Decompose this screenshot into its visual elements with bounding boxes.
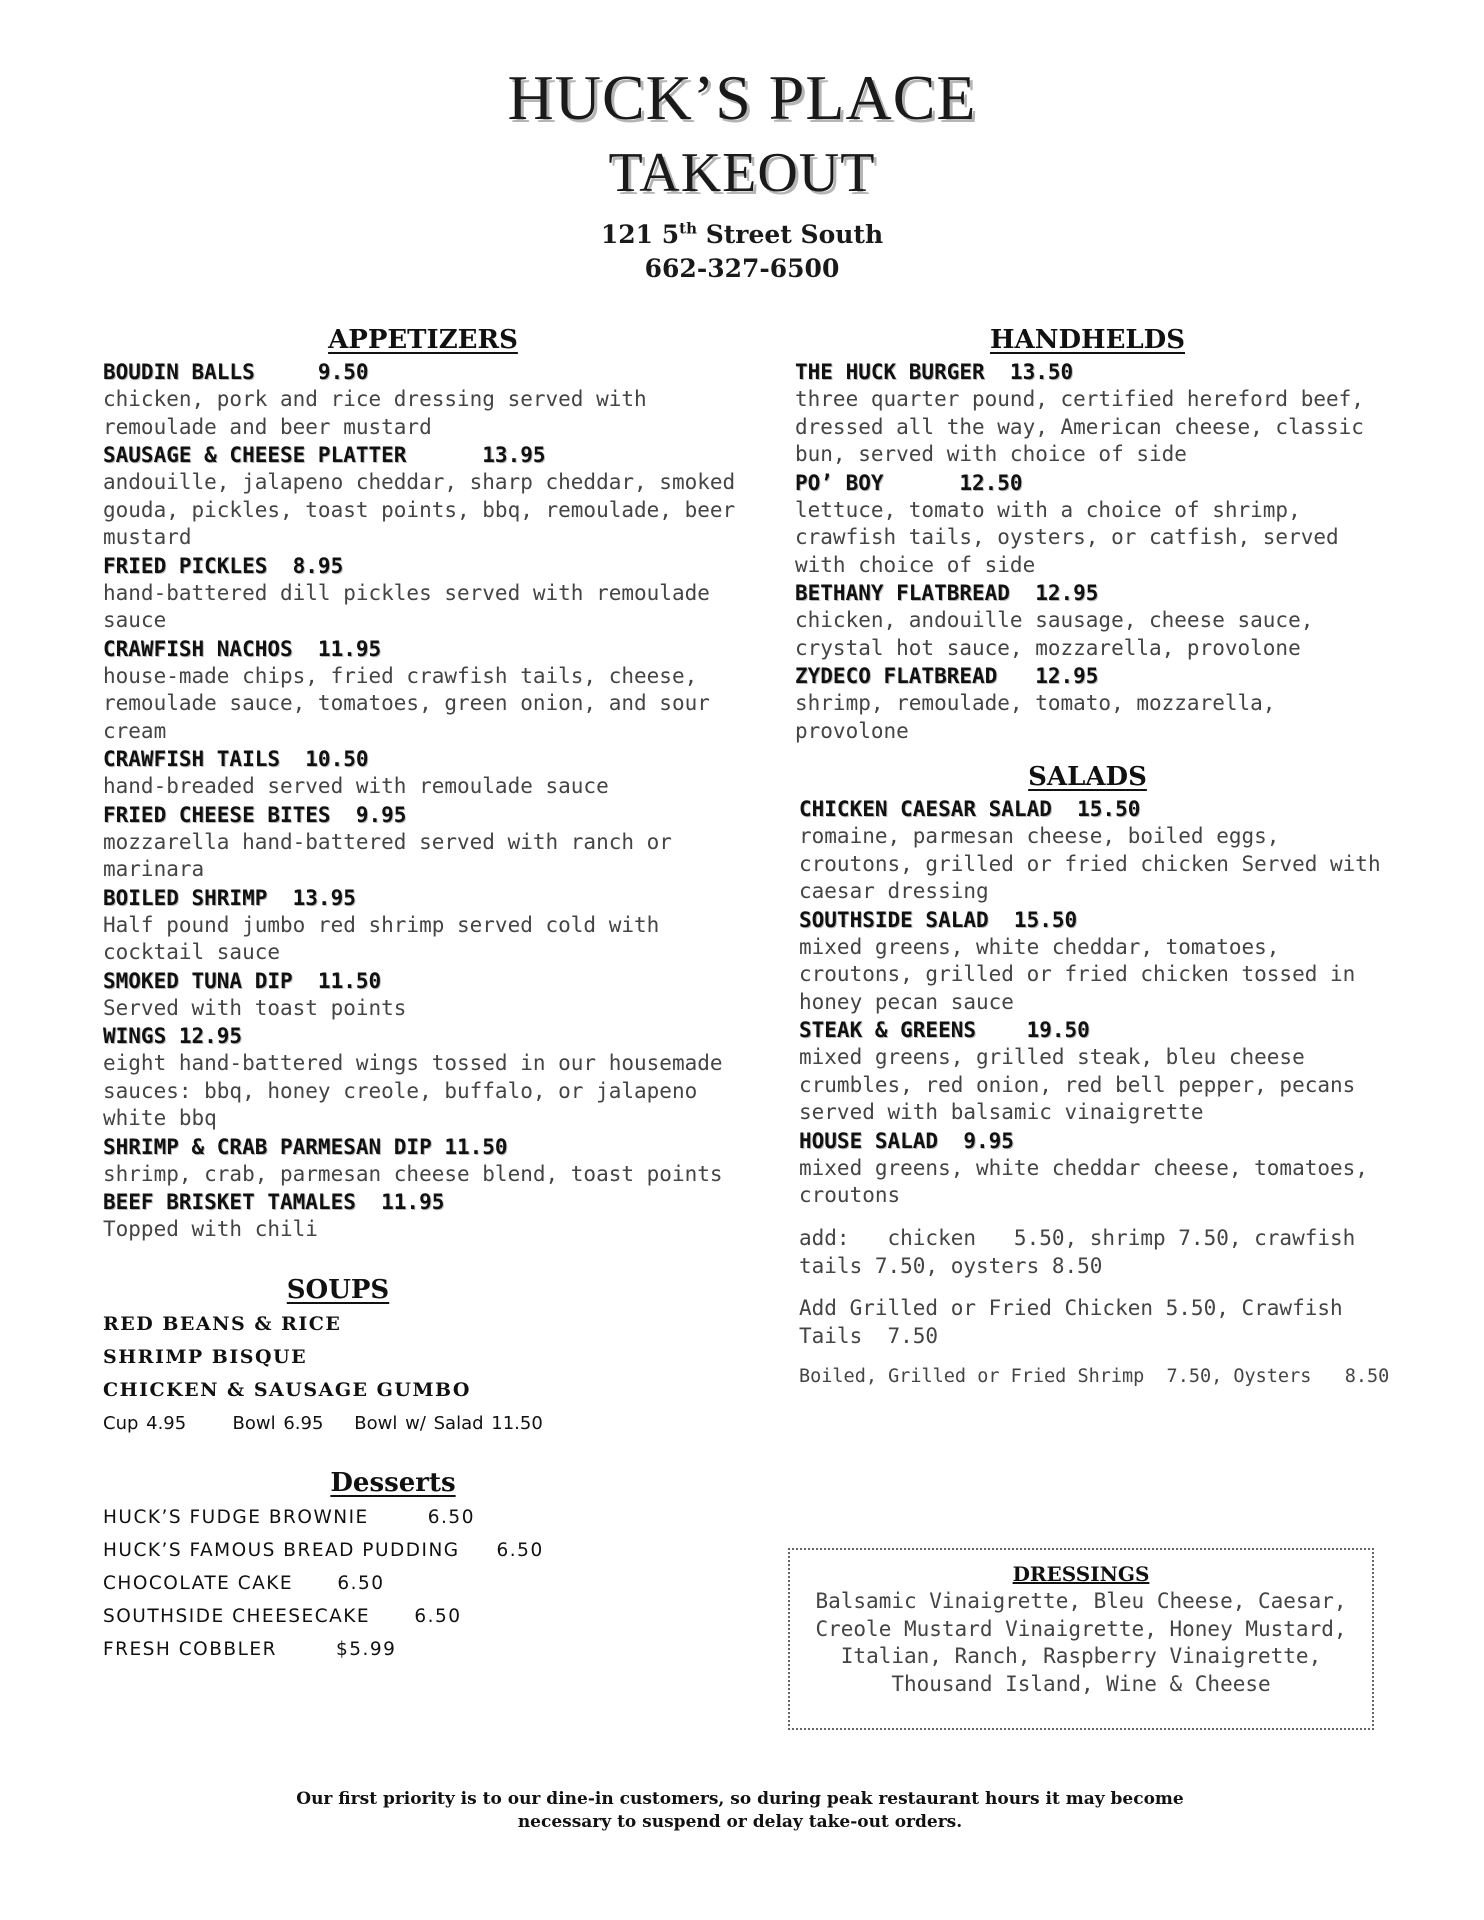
menu-item: FRIED CHEESE BITES 9.95 mozzarella hand-battered served with ranch or marinara bbox=[103, 802, 672, 881]
list-item: SHRIMP BISQUE bbox=[103, 1345, 308, 1368]
list-item: CHICKEN & SAUSAGE GUMBO bbox=[103, 1378, 471, 1401]
menu-item: THE HUCK BURGER 13.50 three quarter pound, certified hereford beef, dressed all the way, American cheese, classic bun, served with choice of side bbox=[795, 360, 1364, 466]
menu-item: BETHANY FLATBREAD 12.95 chicken, andouille sausage, cheese sauce, crystal hot sauce, mozzarella, provolone bbox=[795, 581, 1314, 660]
salad-addon: Add Grilled or Fried Chicken 5.50, Crawfish Tails 7.50 bbox=[799, 1295, 1356, 1348]
appetizers-list bbox=[103, 358, 753, 1244]
list-item: HUCK’S FAMOUS BREAD PUDDING 6.50 bbox=[103, 1539, 544, 1561]
soups-heading: SOUPS bbox=[286, 1274, 390, 1305]
phone-number: 662-327-6500 bbox=[644, 254, 840, 283]
list-item: CHOCOLATE CAKE 6.50 bbox=[103, 1572, 385, 1594]
desserts-heading: Desserts bbox=[330, 1467, 456, 1498]
menu-header bbox=[0, 60, 1484, 286]
right-column bbox=[795, 322, 1395, 1389]
menu-item: WINGS 12.95 eight hand-battered wings tossed in our housemade sauces: bbq, honey creole, buffalo, or jalapeno white bbq bbox=[103, 1024, 723, 1130]
menu-item: SAUSAGE & CHEESE PLATTER 13.95 andouille, jalapeno cheddar, sharp cheddar, smoked gouda, pickles, toast points, bbq, remoulade, beer mustard bbox=[103, 443, 736, 549]
menu-item: BOILED SHRIMP 13.95 Half pound jumbo red shrimp served cold with cocktail sauce bbox=[103, 885, 660, 964]
handhelds-list bbox=[795, 358, 1395, 745]
soup-prices: Cup 4.95 Bowl 6.95 Bowl w/ Salad 11.50 bbox=[103, 1412, 543, 1434]
restaurant-name: HUCK’S PLACE bbox=[507, 62, 977, 133]
list-item: FRESH COBBLER $5.99 bbox=[103, 1638, 397, 1660]
menu-item: PO’ BOY 12.50 lettuce, tomato with a choice of shrimp, crawfish tails, oysters, or catfish, served with choice of side bbox=[795, 470, 1339, 577]
list-item: SOUTHSIDE CHEESECAKE 6.50 bbox=[103, 1605, 462, 1627]
menu-item: BOUDIN BALLS 9.50 chicken, pork and rice dressing served with remoulade and beer mustard bbox=[103, 360, 647, 439]
address: 121 5th Street South bbox=[600, 219, 884, 249]
list-item: HUCK’S FUDGE BROWNIE 6.50 bbox=[103, 1506, 475, 1528]
salad-addon: add: chicken 5.50, shrimp 7.50, crawfish tails 7.50, oysters 8.50 bbox=[799, 1225, 1368, 1278]
soups-list bbox=[103, 1308, 753, 1441]
menu-item: ZYDECO FLATBREAD 12.95 shrimp, remoulade, tomato, mozzarella, provolone bbox=[795, 664, 1276, 743]
left-column bbox=[103, 322, 753, 1666]
salads-heading: SALADS bbox=[1028, 762, 1147, 792]
dressings-list: Balsamic Vinaigrette, Bleu Cheese, Caesar, Creole Mustard Vinaigrette, Honey Mustard, Italian, Ranch, Raspberry Vinaigrette, Thousand Island, Wine & Cheese bbox=[815, 1589, 1347, 1696]
list-item: RED BEANS & RICE bbox=[103, 1312, 342, 1335]
dressings-heading: DRESSINGS bbox=[1012, 1562, 1150, 1586]
menu-item: CRAWFISH NACHOS 11.95 house-made chips, fried crawfish tails, cheese, remoulade sauce, tomatoes, green onion, and sour cream bbox=[103, 636, 710, 743]
salads-list bbox=[795, 795, 1395, 1389]
menu-item: HOUSE SALAD 9.95 mixed greens, white cheddar cheese, tomatoes, croutons bbox=[799, 1128, 1368, 1207]
menu-item: FRIED PICKLES 8.95 hand-battered dill pickles served with remoulade sauce bbox=[103, 553, 710, 632]
menu-item: CRAWFISH TAILS 10.50 hand-breaded served with remoulade sauce bbox=[103, 747, 609, 798]
dressings-box bbox=[788, 1548, 1374, 1730]
menu-item: SMOKED TUNA DIP 11.50 Served with toast points bbox=[103, 968, 407, 1020]
handhelds-heading: HANDHELDS bbox=[989, 325, 1186, 355]
appetizers-heading: APPETIZERS bbox=[328, 325, 518, 355]
salad-addon: Boiled, Grilled or Fried Shrimp 7.50, Oysters 8.50 bbox=[799, 1365, 1390, 1387]
menu-item: SOUTHSIDE SALAD 15.50 mixed greens, white cheddar, tomatoes, croutons, grilled or fried chicken tossed in honey pecan sauce bbox=[799, 907, 1356, 1014]
menu-subtitle: TAKEOUT bbox=[608, 142, 876, 204]
menu-item: SHRIMP & CRAB PARMESAN DIP 11.50 shrimp, crab, parmesan cheese blend, toast points bbox=[103, 1134, 723, 1186]
menu-item: STEAK & GREENS 19.50 mixed greens, grilled steak, bleu cheese crumbles, red onion, red bell pepper, pecans served with balsamic vinaigrette bbox=[799, 1018, 1356, 1124]
takeout-notice: Our first priority is to our dine-in customers, so during peak restaurant hours it may become necessary to suspend or delay take-out orders. bbox=[296, 1789, 1184, 1832]
desserts-list bbox=[103, 1501, 753, 1666]
menu-item: CHICKEN CAESAR SALAD 15.50 romaine, parmesan cheese, boiled eggs, croutons, grilled or fried chicken Served with caesar dressing bbox=[799, 797, 1381, 903]
menu-item: BEEF BRISKET TAMALES 11.95 Topped with chili bbox=[103, 1190, 445, 1241]
